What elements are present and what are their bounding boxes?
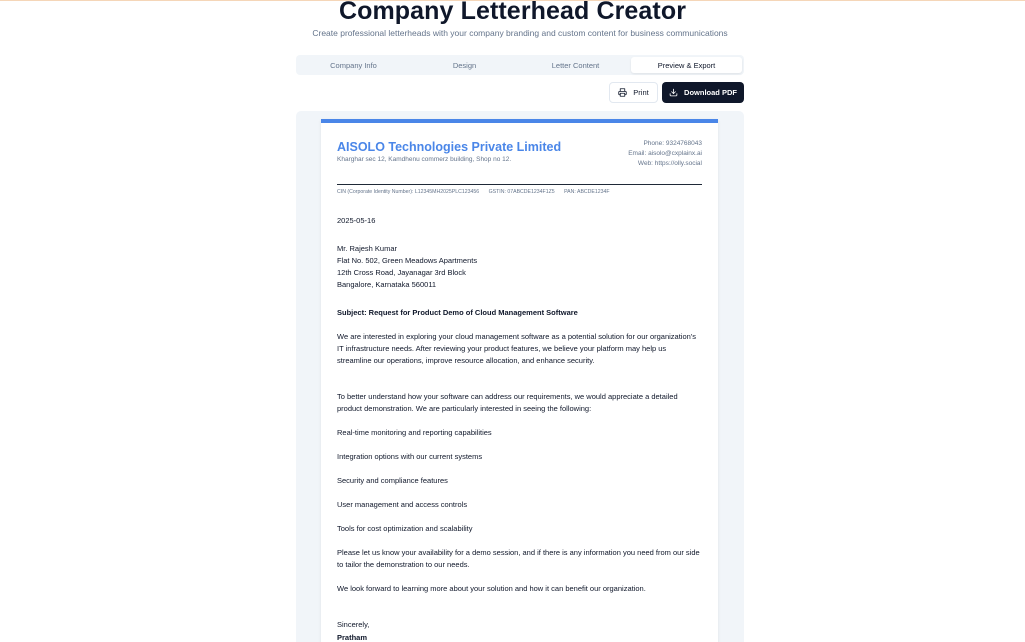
tab-preview-export[interactable]: Preview & Export [631,57,742,73]
contact-email: Email: aisolo@cxplainx.ai [628,150,702,157]
print-button[interactable] [609,82,658,103]
letter-paragraph-4: We look forward to learning more about your solution and how it can benefit our organization. [337,584,646,593]
tab-design[interactable]: Design [452,60,477,70]
page-subtitle: Create professional letterheads with your company branding and custom content for business communications [312,28,728,38]
letter-paragraph-2: To better understand how your software can address our requirements, we would appreciate a detailed product demonstration. We are particularly interested in seeing the following: [337,392,678,413]
list-item: User management and access controls [337,500,468,509]
letter-date: 2025-05-16 [337,216,376,225]
tab-bar [296,55,744,75]
list-item: Security and compliance features [337,476,448,485]
recipient-line: 12th Cross Road, Jayanagar 3rd Block [337,268,466,277]
header-divider [337,184,702,185]
list-item: Integration options with our current systems [337,452,483,461]
recipient-block [337,243,702,291]
list-item: Tools for cost optimization and scalability [337,524,473,533]
printer-icon [618,88,627,97]
pan-text: PAN: ABCDE1234F [564,189,610,195]
recipient-line: Mr. Rajesh Kumar [337,244,398,253]
recipient-line: Flat No. 502, Green Meadows Apartments [337,256,478,265]
download-icon [669,88,678,97]
tab-letter-content[interactable]: Letter Content [551,60,600,70]
contact-phone: Phone: 9324768043 [643,140,702,147]
registration-line [337,189,618,195]
contact-web: Web: https://olly.social [637,160,702,167]
download-pdf-button[interactable] [662,82,744,103]
company-address: Kharghar sec 12, Kamdhenu commerz building, Shop no 12. [337,156,512,163]
print-label: Print [633,88,649,97]
contact-block [628,139,702,169]
letter-paragraph-3: Please let us know your availability for a demo session, and if there is any information you need from our side to tailor the demonstration to our needs. [337,548,700,569]
letter-sheet [321,119,718,642]
gstin-text: GSTIN: 07ABCDE1234F1Z5 [488,189,555,195]
letter-signatory: Pratham [337,633,368,642]
page-title: Company Letterhead Creator [338,0,687,25]
download-pdf-label: Download PDF [684,88,737,97]
recipient-line: Bangalore, Karnataka 560011 [337,280,437,289]
letter-subject: Subject: Request for Product Demo of Cloud Management Software [337,308,578,317]
letter-closing: Sincerely, [337,620,370,629]
list-item: Real-time monitoring and reporting capabilities [337,428,492,437]
company-name: AISOLO Technologies Private Limited [337,140,562,154]
tab-company-info[interactable]: Company Info [330,60,377,70]
preview-panel [296,111,744,642]
cin-text: CIN (Corporate Identity Number): L12345MH2025PLC123456 [337,189,480,195]
letter-paragraph-1: We are interested in exploring your cloud management software as a potential solution for our organization's IT infrastructure needs. After reviewing your product features, we believe your platform may help us streamline our operations, improve resource allocation, and enhance security. [337,332,696,365]
